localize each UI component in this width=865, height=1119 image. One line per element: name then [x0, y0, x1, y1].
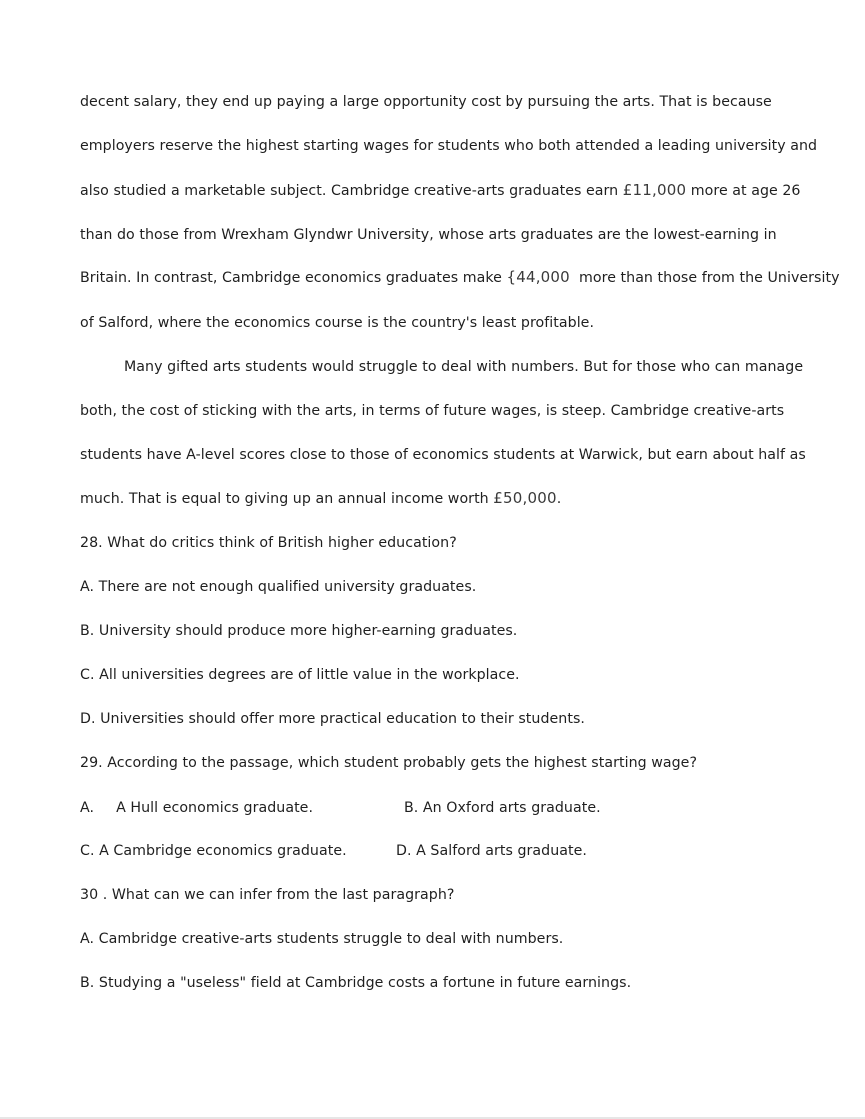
- passage-text: than do those from Wrexham Glyndwr University, whose arts graduates are the lowest-earning in: [80, 227, 777, 243]
- question-28-option-a: A. There are not enough qualified university graduates.: [80, 579, 477, 595]
- passage-text: employers reserve the highest starting wages for students who both attended a leading university and: [80, 138, 818, 154]
- passage-text: Many gifted arts students would struggle to deal with numbers. But for those who can manage: [124, 359, 804, 375]
- passage-text: Britain. In contrast, Cambridge economics graduates make: [80, 270, 507, 286]
- passage-line: [80, 313, 594, 333]
- question-30-option-a: A. Cambridge creative-arts students struggle to deal with numbers.: [80, 931, 564, 947]
- question-29-option-a-letter: A.: [80, 800, 95, 816]
- question-29-options-row-2: [80, 841, 780, 861]
- passage-line: [80, 401, 784, 421]
- passage-text: much. That is equal to giving up an annual income worth: [80, 491, 494, 507]
- passage-text: students have A-level scores close to those of economics students at Warwick, but earn about half as: [80, 447, 806, 463]
- passage-text: .: [556, 491, 562, 507]
- question-29-option-c: C. A Cambridge economics graduate.: [80, 843, 347, 859]
- question-28-option-d: D. Universities should offer more practical education to their students.: [80, 711, 585, 727]
- question-29-option-a-text: A Hull economics graduate.: [116, 800, 314, 816]
- passage-text: both, the cost of sticking with the arts, in terms of future wages, is steep. Cambridge creative-arts: [80, 403, 785, 419]
- passage-text: also studied a marketable subject. Cambridge creative-arts graduates earn: [80, 183, 623, 199]
- passage-text: of Salford, where the economics course is the country's least profitable.: [80, 315, 595, 331]
- question-28-option-c: C. All universities degrees are of little value in the workplace.: [80, 667, 520, 683]
- passage-text: more than those from the University: [569, 270, 840, 286]
- passage-text: decent salary, they end up paying a large opportunity cost by pursuing the arts. That is because: [80, 94, 772, 110]
- passage-line: [80, 445, 806, 465]
- question-29-stem: 29. According to the passage, which student probably gets the highest starting wage?: [80, 755, 698, 771]
- money-amount: £11,000: [622, 181, 687, 199]
- question-29-option-d: D. A Salford arts graduate.: [396, 843, 587, 859]
- passage-line: [80, 136, 817, 156]
- question-29-options-row-1: [80, 798, 780, 818]
- passage-line: [80, 180, 801, 201]
- passage-line: [124, 357, 803, 377]
- question-29-option-b: B. An Oxford arts graduate.: [404, 800, 601, 816]
- passage-line: [80, 92, 772, 112]
- passage-line: [80, 267, 840, 288]
- passage-line: [80, 488, 561, 509]
- passage-line: [80, 225, 777, 245]
- money-amount: £50,000: [493, 489, 557, 507]
- money-amount: {44,000: [506, 268, 570, 286]
- question-30-option-b: B. Studying a "useless" field at Cambridge costs a fortune in future earnings.: [80, 975, 632, 991]
- question-28-option-b: B. University should produce more higher-earning graduates.: [80, 623, 518, 639]
- question-28-stem: 28. What do critics think of British higher education?: [80, 535, 457, 551]
- passage-text: more at age 26: [686, 183, 801, 199]
- question-30-stem: 30 . What can we can infer from the last paragraph?: [80, 887, 455, 903]
